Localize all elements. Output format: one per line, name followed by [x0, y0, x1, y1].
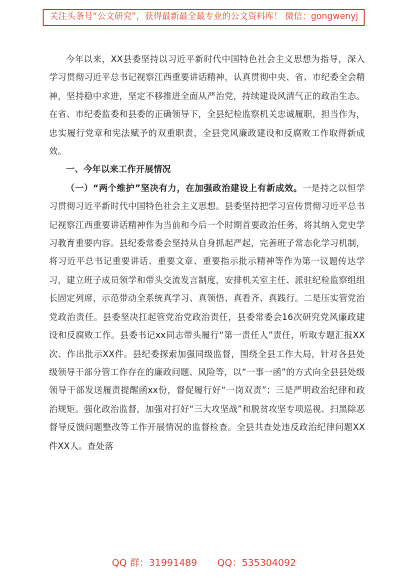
promo-banner — [43, 9, 365, 26]
subsection-title: （一）“两个维护”坚决有力，在加强政治建设上有新成效。 — [66, 183, 303, 194]
qq-group-number: QQ 群：31991489 — [111, 558, 198, 569]
subsection-paragraph — [49, 180, 365, 456]
qq-number: QQ：535304092 — [217, 558, 297, 569]
subsection-body: 一是持之以恒学习贯彻习近平新时代中国特色社会主义思想。县委坚持把学习宣传贯彻习近平总书记视察江西重要讲话精神作为当前和今后一个时期首要政治任务，将其纳入党史学习教育重要内容。县纪委常委会坚持从自身抓起严起，完善班子常态化学习机制，将习近平总书记重要讲话、重要文章、重要指示批示精神等作为第一议题传达学习，建立班子成员领学和带头交流发言制度，安排机关室主任、派驻纪检监察组组长固定列席，示范带动全系统真学习、真领悟、真看齐、真践行。二是压实管党治党政治责任。县委坚决扛起管党治党政治责任，县委常委会16次研究党风廉政建设和反腐败工作。县委书记xx同志带头履行“第一责任人”责任，听取专题汇报XX次、作出批示XX件。县纪委探索加强同级监督，围绕全县工作大局，针对各县处级领导干部分管工作存在的廉政问题、风险等，以“一事一函”的方式向全县县处级领导干部发送履责提醒函xx份，督促履行好“一岗双责”；三是严明政治纪律和政治规矩。强化政治监督，加强对打好“三大攻坚战”和脱贫攻坚专项巡视、扫黑除恶督导反馈问题整改等工作开展情况的监督检查。全县共查处违反政治纪律问题XX件XX人。查处落 — [49, 183, 365, 452]
promo-banner-text: 关注头条号“公文研究”，获得最新最全最专业的公文资料库！ 微信：gongwenyj — [49, 12, 359, 22]
contact-footer — [0, 557, 408, 571]
document-body — [49, 51, 365, 456]
intro-paragraph: 今年以来，XX县委坚持以习近平新时代中国特色社会主义思想为指导，深入学习贯彻习近平总书记视察江西重要讲话精神，认真贯彻中央、省、市纪委全会精神，坚持稳中求进，坚定不移推进全面从严治党，持续建设风清气正的政治生态。在省、市纪委监委和县委的正确领导下，全县纪检监察机关忠诚履职，担当作为，忠实履行党章和宪法赋予的双重职责，全县党风廉政建设和反腐败工作取得新成效。 — [49, 55, 365, 158]
section-heading: 一、今年以来工作开展情况 — [66, 165, 171, 176]
